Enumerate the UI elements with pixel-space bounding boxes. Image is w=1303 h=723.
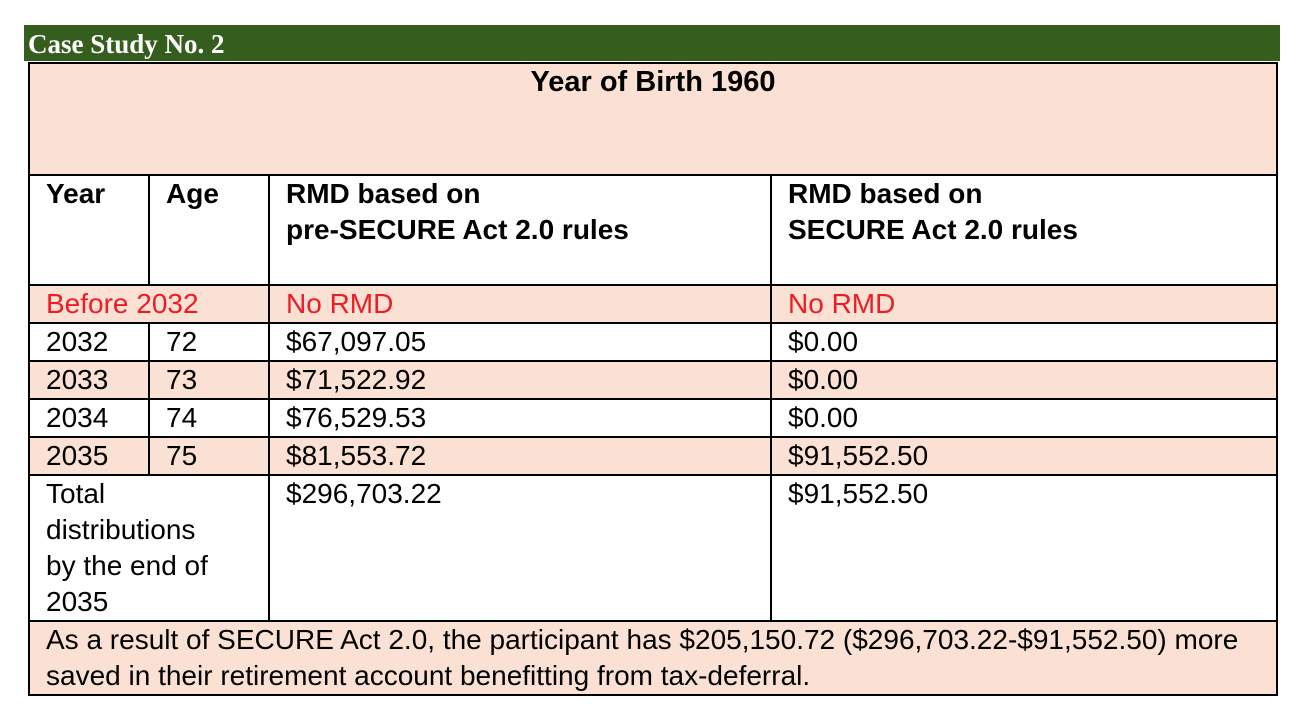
header-pre-secure [269,175,771,285]
table-row [29,361,1277,399]
total-label-line1: Total [46,478,106,509]
row-age: 75 [149,437,269,475]
row-year: 2033 [29,361,149,399]
table-title: Year of Birth 1960 [29,63,1277,175]
row-pre: $67,097.05 [269,323,771,361]
header-year: Year [29,175,149,285]
before-post: No RMD [771,285,1277,323]
total-label-line3: by the end of [46,550,208,581]
total-label-line4: 2035 [46,586,109,617]
table-title-row [29,63,1277,175]
total-row [29,475,1277,621]
row-pre: $81,553.72 [269,437,771,475]
row-year: 2034 [29,399,149,437]
summary-note: As a result of SECURE Act 2.0, the participant has $205,150.72 ($296,703.22-$91,552.50) more saved in their retirement account benefitting from tax-deferral. [29,621,1277,695]
total-pre: $296,703.22 [269,475,771,621]
row-pre: $76,529.53 [269,399,771,437]
before-pre: No RMD [269,285,771,323]
before-row [29,285,1277,323]
row-age: 72 [149,323,269,361]
row-age: 73 [149,361,269,399]
total-label [29,475,269,621]
summary-note-row [29,621,1277,695]
row-year: 2035 [29,437,149,475]
total-label-line2: distributions [46,514,196,545]
case-study-banner: Case Study No. 2 [24,25,1280,61]
header-pre-secure-line2: pre-SECURE Act 2.0 rules [286,214,629,245]
row-post: $0.00 [771,323,1277,361]
header-pre-secure-line1: RMD based on [286,178,481,209]
header-row [29,175,1277,285]
row-age: 74 [149,399,269,437]
row-year: 2032 [29,323,149,361]
total-post: $91,552.50 [771,475,1277,621]
header-age: Age [149,175,269,285]
row-post: $0.00 [771,361,1277,399]
header-secure-line1: RMD based on [788,178,983,209]
header-secure [771,175,1277,285]
row-post: $91,552.50 [771,437,1277,475]
before-label: Before 2032 [29,285,269,323]
table-row [29,323,1277,361]
table-row [29,437,1277,475]
row-post: $0.00 [771,399,1277,437]
table-row [29,399,1277,437]
row-pre: $71,522.92 [269,361,771,399]
rmd-comparison-table [28,62,1278,696]
header-secure-line2: SECURE Act 2.0 rules [788,214,1078,245]
